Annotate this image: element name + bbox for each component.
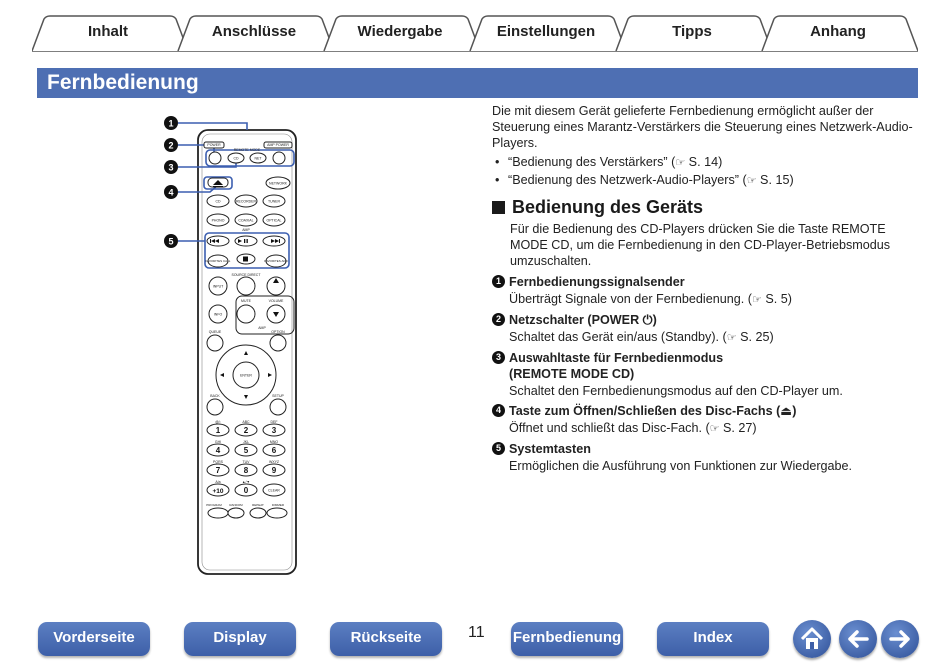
- svg-text:INPUT: INPUT: [212, 284, 224, 289]
- svg-text:POWER: POWER: [207, 143, 221, 147]
- svg-text:REMOTE MODE: REMOTE MODE: [233, 148, 261, 152]
- number-badge: 5: [492, 442, 505, 455]
- arrow-right-icon: [881, 620, 919, 658]
- svg-text:QUEUE: QUEUE: [208, 330, 222, 334]
- home-icon: [793, 620, 831, 658]
- page-number: 11: [468, 624, 485, 641]
- page-ref-icon: ☞: [746, 175, 757, 187]
- tab-einstellungen[interactable]: Einstellungen: [496, 23, 596, 40]
- svg-text:1: 1: [215, 426, 221, 435]
- svg-text:9: 9: [271, 466, 277, 475]
- svg-text:OPTICAL: OPTICAL: [266, 218, 282, 223]
- tab-anschluesse[interactable]: Anschlüsse: [211, 23, 297, 40]
- svg-text:+10: +10: [212, 488, 224, 495]
- svg-text:GHI: GHI: [214, 440, 222, 444]
- svg-text:FAVORITES ADD: FAVORITES ADD: [264, 259, 288, 263]
- svg-text:7: 7: [215, 466, 221, 475]
- svg-text:NET: NET: [254, 156, 262, 161]
- callout-5-label: 5: [168, 236, 174, 247]
- svg-text:6: 6: [271, 446, 277, 455]
- svg-text:▲/▼: ▲/▼: [242, 480, 250, 484]
- nav-vorderseite-button[interactable]: Vorderseite: [38, 622, 150, 656]
- arrow-left-icon: [839, 620, 877, 658]
- svg-text:JKL: JKL: [242, 440, 250, 444]
- callout-1-label: 1: [168, 118, 174, 129]
- svg-text:PROGRAM: PROGRAM: [206, 503, 222, 507]
- svg-text:CD: CD: [215, 199, 221, 204]
- svg-text:SOURCE DIRECT: SOURCE DIRECT: [231, 273, 261, 277]
- page-ref-link[interactable]: S. 27): [719, 421, 757, 435]
- bullet-item[interactable]: • “Bedienung des Netzwerk-Audio-Players” (☞ S. 15): [492, 172, 922, 189]
- home-button[interactable]: [793, 620, 831, 658]
- svg-text:PQRS: PQRS: [213, 460, 223, 464]
- svg-text:4: 4: [215, 446, 221, 455]
- svg-text:MNO: MNO: [269, 440, 279, 444]
- svg-text:BACK: BACK: [210, 394, 220, 398]
- svg-text:5: 5: [243, 446, 249, 455]
- number-badge: 4: [492, 404, 505, 417]
- svg-text:AMP: AMP: [258, 326, 266, 330]
- back-button[interactable]: [839, 620, 877, 658]
- page-ref-link[interactable]: S. 5): [761, 292, 792, 306]
- svg-text:TUV: TUV: [242, 460, 250, 464]
- svg-text:DEF: DEF: [270, 420, 278, 424]
- svg-text:WXYZ: WXYZ: [268, 460, 280, 464]
- svg-text:0: 0: [243, 486, 249, 495]
- svg-text:AMP: AMP: [242, 228, 250, 232]
- item-4: 4 Taste zum Öffnen/Schließen des Disc-Fachs (⏏) Öffnet und schließt das Disc-Fach. (☞ S. 27): [492, 403, 922, 437]
- nav-index-button[interactable]: Index: [657, 622, 769, 656]
- svg-text:PHONO: PHONO: [211, 218, 225, 223]
- amp-power-button: [273, 152, 285, 164]
- tab-anhang[interactable]: Anhang: [810, 23, 866, 40]
- svg-text:A/a: A/a: [215, 480, 221, 484]
- svg-text:AMP POWER: AMP POWER: [267, 143, 289, 147]
- number-badge: 3: [492, 351, 505, 364]
- page-title-bar: [37, 68, 918, 98]
- nav-rueckseite-button[interactable]: Rückseite: [330, 622, 442, 656]
- svg-text:REPEAT: REPEAT: [252, 503, 264, 507]
- nav-fernbedienung-button[interactable]: Fernbedienung: [511, 622, 623, 656]
- intro-text: Die mit diesem Gerät gelieferte Fernbedienung ermöglicht außer der Steuerung eines Marantz-Verstärkers die Steuerung eines Netzwerk-Audio-Players.: [492, 104, 913, 150]
- forward-button[interactable]: [881, 620, 919, 658]
- svg-text:VOLUME: VOLUME: [268, 299, 284, 303]
- tab-tipps[interactable]: Tipps: [672, 23, 712, 40]
- item-3: 3 Auswahltaste für Fernbedienmodus (REMOTE MODE CD) Schaltet den Fernbedienungsmodus auf den CD-Player um.: [492, 350, 922, 399]
- svg-text:FAVORITES CALL: FAVORITES CALL: [205, 259, 231, 263]
- tab-inhalt[interactable]: Inhalt: [88, 23, 128, 40]
- svg-text:TUNER: TUNER: [267, 199, 281, 204]
- content-column: [492, 103, 922, 474]
- svg-text:NETWORK: NETWORK: [269, 181, 287, 186]
- svg-text:@/:: @/:: [215, 420, 221, 424]
- nav-display-button[interactable]: Display: [184, 622, 296, 656]
- svg-text:CD: CD: [233, 156, 239, 161]
- page-ref-link[interactable]: S. 25): [736, 330, 774, 344]
- number-badge: 1: [492, 275, 505, 288]
- section-text: Für die Bedienung des CD-Players drücken Sie die Taste REMOTE MODE CD, um die Fernbedienung in den CD-Player-Betriebsmodus umzuschalten.: [510, 222, 891, 268]
- remote-control-illustration: [160, 113, 310, 578]
- item-5: 5 Systemtasten Ermöglichen die Ausführung von Funktionen zur Wiedergabe.: [492, 441, 922, 474]
- callout-badges: [164, 116, 178, 248]
- svg-text:RANDOM: RANDOM: [229, 503, 243, 507]
- svg-text:8: 8: [243, 466, 249, 475]
- power-button: [209, 152, 221, 164]
- intro-bullets: [492, 154, 922, 189]
- svg-text:DIMMER: DIMMER: [271, 503, 285, 507]
- svg-text:CLEAR: CLEAR: [268, 488, 280, 493]
- callout-4-label: 4: [168, 187, 174, 198]
- item-2: 2 Netzschalter (POWER ⏻) Schaltet das Gerät ein/aus (Standby). (☞ S. 25): [492, 312, 922, 346]
- svg-text:ABC: ABC: [242, 420, 250, 424]
- number-badge: 2: [492, 313, 505, 326]
- svg-text:2: 2: [243, 426, 249, 435]
- page-ref-icon: ☞: [751, 294, 762, 306]
- svg-text:ENTER: ENTER: [240, 373, 252, 378]
- bullet-item[interactable]: • “Bedienung des Verstärkers” (☞ S. 14): [492, 154, 922, 171]
- square-bullet-icon: [492, 201, 505, 214]
- page-title: Fernbedienung: [47, 71, 199, 94]
- svg-text:OPTION: OPTION: [271, 330, 285, 334]
- page-ref-icon: ☞: [709, 423, 720, 435]
- svg-text:3: 3: [271, 426, 277, 435]
- svg-text:INFO: INFO: [213, 312, 223, 317]
- top-tab-bar: [32, 15, 918, 52]
- svg-text:COAXIAL: COAXIAL: [238, 218, 254, 223]
- page-ref-icon: ☞: [675, 157, 686, 169]
- tab-wiedergabe[interactable]: Wiedergabe: [357, 23, 443, 40]
- svg-text:MUTE: MUTE: [241, 299, 251, 303]
- svg-text:RECORDER: RECORDER: [235, 199, 257, 204]
- page-ref-icon: ☞: [726, 332, 737, 344]
- callout-2-label: 2: [168, 140, 174, 151]
- callout-3-label: 3: [168, 162, 174, 173]
- item-1: 1 Fernbedienungssignalsender Überträgt Signale von der Fernbedienung. (☞ S. 5): [492, 274, 922, 308]
- svg-text:SETUP: SETUP: [272, 394, 284, 398]
- section-heading: Bedienung des Geräts: [492, 199, 922, 215]
